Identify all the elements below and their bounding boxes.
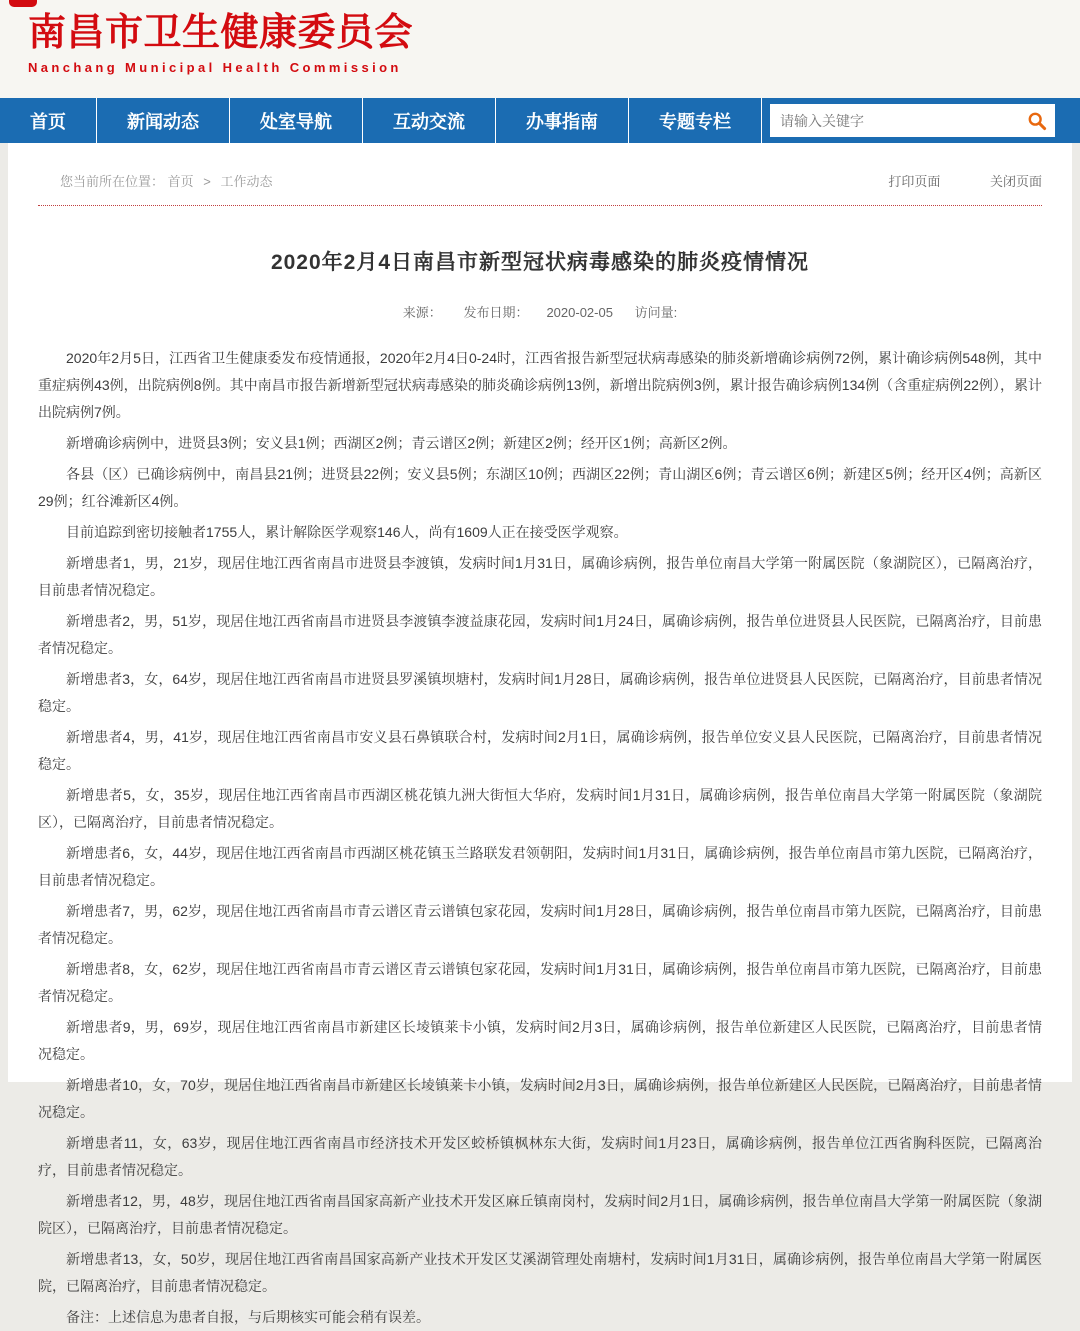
article-paragraph: 新增患者6，女，44岁，现居住地江西省南昌市西湖区桃花镇玉兰路联发君领朝阳，发病时间1月31日，属确诊病例，报告单位南昌市第九医院，已隔离治疗，目前患者情况稳定。 [38, 845, 1042, 888]
article-paragraph: 新增患者10，女，70岁，现居住地江西省南昌市新建区长堎镇莱卡小镇，发病时间2月3日，属确诊病例，报告单位新建区人民医院，已隔离治疗，目前患者情况稳定。 [38, 1077, 1042, 1120]
close-page-button[interactable]: 关闭页面 [989, 174, 1042, 189]
breadcrumb [60, 171, 273, 190]
site-title-en: Nanchang Municipal Health Commission [28, 59, 402, 75]
nav-tabs [0, 98, 762, 143]
article-paragraph: 新增患者5，女，35岁，现居住地江西省南昌市西湖区桃花镇九洲大街恒大华府，发病时间1月31日，属确诊病例，报告单位南昌大学第一附属医院（象湖院区），已隔离治疗，目前患者情况稳定。 [38, 787, 1042, 830]
article-paragraph: 新增患者1，男，21岁，现居住地江西省南昌市进贤县李渡镇，发病时间1月31日，属确诊病例，报告单位南昌大学第一附属医院（象湖院区），已隔离治疗，目前患者情况稳定。 [38, 555, 1042, 598]
meta-source-label: 来源： [402, 305, 442, 320]
main-nav [0, 98, 1080, 143]
nav-tab-3[interactable]: 处室导航 [230, 98, 363, 143]
article-paragraph: 新增患者3，女，64岁，现居住地江西省南昌市进贤县罗溪镇坝塘村，发病时间1月28日，属确诊病例，报告单位进贤县人民医院，已隔离治疗，目前患者情况稳定。 [38, 671, 1042, 714]
page-actions [842, 171, 1042, 190]
search-button[interactable] [1019, 104, 1055, 137]
nav-tab-5[interactable]: 办事指南 [496, 98, 629, 143]
article-paragraph: 新增患者13，女，50岁，现居住地江西省南昌国家高新产业技术开发区艾溪湖管理处南塘村，发病时间1月31日，属确诊病例，报告单位南昌大学第一附属医院，已隔离治疗，目前患者情况稳定。 [38, 1251, 1042, 1294]
corner-red-mark [9, 0, 37, 7]
meta-date-label: 发布日期： [463, 305, 529, 320]
search-icon [1027, 111, 1047, 131]
article-paragraph: 备注：上述信息为患者自报，与后期核实可能会稍有误差。 [66, 1309, 430, 1325]
nav-tab-2[interactable]: 新闻动态 [97, 98, 230, 143]
print-page-button[interactable]: 打印页面 [888, 174, 941, 189]
article-paragraph: 新增患者12，男，48岁，现居住地江西省南昌国家高新产业技术开发区麻丘镇南岗村，发病时间2月1日，属确诊病例，报告单位南昌大学第一附属医院（象湖院区），已隔离治疗，目前患者情况稳定。 [38, 1193, 1042, 1236]
meta-views-label: 访问量: [634, 305, 678, 320]
breadcrumb-separator: > [203, 174, 211, 189]
breadcrumb-home-link[interactable]: 首页 [167, 174, 194, 189]
site-header [0, 0, 1080, 98]
article-title: 2020年2月4日南昌市新型冠状病毒感染的肺炎疫情情况 [270, 251, 810, 274]
red-dotted-divider [38, 205, 1042, 206]
article-paragraph: 新增患者9，男，69岁，现居住地江西省南昌市新建区长堎镇莱卡小镇，发病时间2月3日，属确诊病例，报告单位新建区人民医院，已隔离治疗，目前患者情况稳定。 [38, 1019, 1042, 1062]
article-body [38, 345, 1042, 1331]
article-paragraph: 新增确诊病例中，进贤县3例；安义县1例；西湖区2例；青云谱区2例；新建区2例；经开区1例；高新区2例。 [66, 435, 737, 451]
nav-tab-1[interactable]: 首页 [0, 98, 97, 143]
meta-date-value: 2020-02-05 [546, 305, 613, 320]
nav-tab-4[interactable]: 互动交流 [363, 98, 496, 143]
article-paragraph: 2020年2月5日，江西省卫生健康委发布疫情通报，2020年2月4日0-24时，江西省报告新型冠状病毒感染的肺炎新增确诊病例72例，累计确诊病例548例，其中重症病例43例，出院病例8例。其中南昌市报告新增新型冠状病毒感染的肺炎确诊病例13例，新增出院病例3例，累计报告确诊病例134例（含重症病例22例），累计出院病例7例。 [38, 350, 1042, 420]
site-title-zh: 南昌市卫生健康委员会 [28, 12, 414, 54]
article-paragraph: 新增患者2，男，51岁，现居住地江西省南昌市进贤县李渡镇李渡益康花园，发病时间1月24日，属确诊病例，报告单位进贤县人民医院，已隔离治疗，目前患者情况稳定。 [38, 613, 1042, 656]
article-meta [8, 302, 1072, 321]
nav-tab-6[interactable]: 专题专栏 [629, 98, 762, 143]
article-paragraph: 新增患者8，女，62岁，现居住地江西省南昌市青云谱区青云谱镇包家花园，发病时间1月31日，属确诊病例，报告单位南昌市第九医院，已隔离治疗，目前患者情况稳定。 [38, 961, 1042, 1004]
content-panel [8, 143, 1072, 1325]
article-paragraph: 目前追踪到密切接触者1755人，累计解除医学观察146人，尚有1609人正在接受医学观察。 [66, 524, 628, 540]
breadcrumb-label: 您当前所在位置： [60, 174, 165, 189]
search-box [770, 104, 1055, 137]
article-paragraph: 新增患者11，女，63岁，现居住地江西省南昌市经济技术开发区蛟桥镇枫林东大街，发病时间1月23日，属确诊病例，报告单位江西省胸科医院，已隔离治疗，目前患者情况稳定。 [38, 1135, 1042, 1178]
search-input[interactable] [770, 113, 1019, 129]
site-logo[interactable] [28, 13, 413, 75]
article-paragraph: 各县（区）已确诊病例中，南昌县21例；进贤县22例；安义县5例；东湖区10例；西湖区22例；青山湖区6例；青云谱区6例；新建区5例；经开区4例；高新区29例；红谷滩新区4例。 [38, 466, 1042, 509]
article-paragraph: 新增患者7，男，62岁，现居住地江西省南昌市青云谱区青云谱镇包家花园，发病时间1月28日，属确诊病例，报告单位南昌市第九医院，已隔离治疗，目前患者情况稳定。 [38, 903, 1042, 946]
breadcrumb-section-link[interactable]: 工作动态 [220, 174, 273, 189]
article-paragraph: 新增患者4，男，41岁，现居住地江西省南昌市安义县石鼻镇联合村，发病时间2月1日，属确诊病例，报告单位安义县人民医院，已隔离治疗，目前患者情况稳定。 [38, 729, 1042, 772]
